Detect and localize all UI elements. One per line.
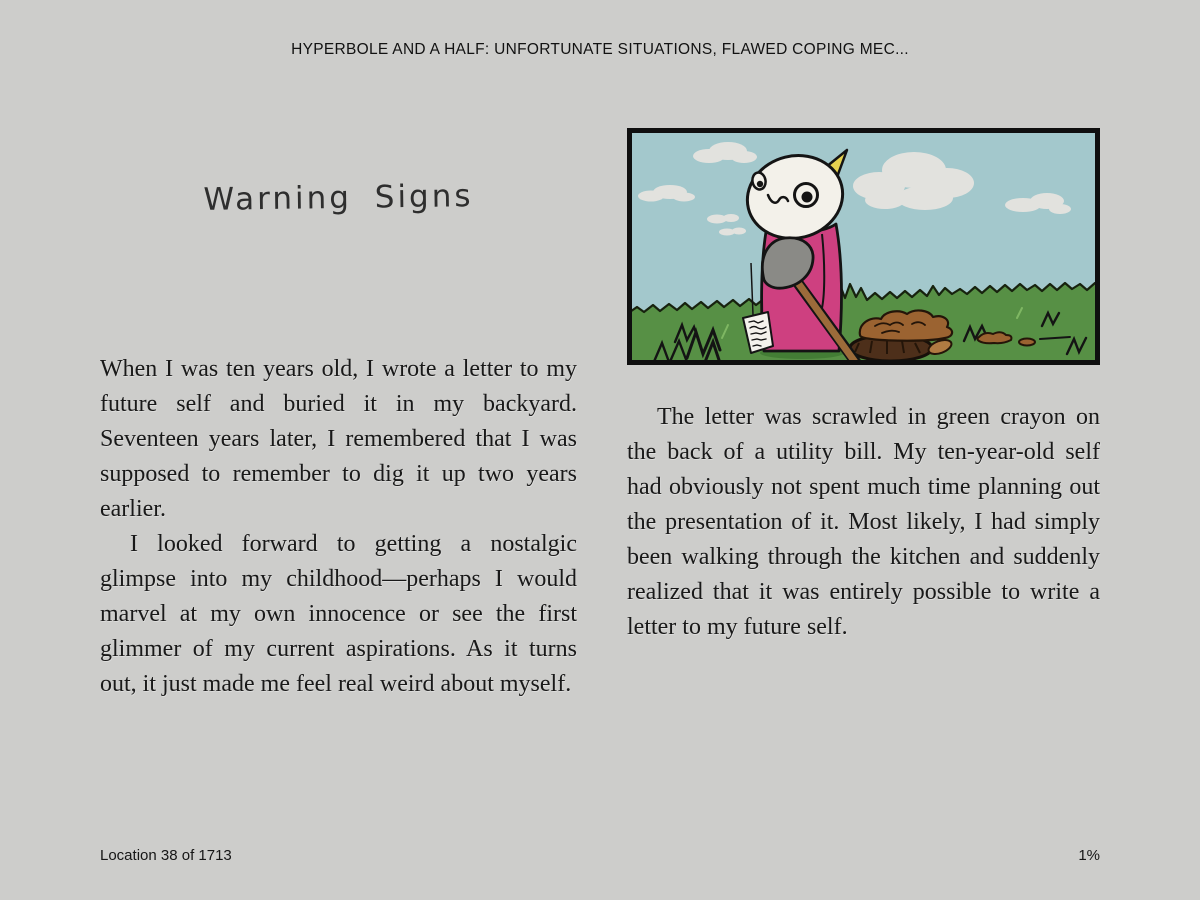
page-right-column xyxy=(627,128,1100,645)
paragraph: When I was ten years old, I wrote a letter to my future self and buried it in my backyard. Seventeen years later, I remembered that I was supposed to remember to dig it up two years earlier. xyxy=(100,356,577,522)
book-title-header: HYPERBOLE AND A HALF: UNFORTUNATE SITUATIONS, FLAWED COPING MEC... xyxy=(291,41,909,58)
illustration-character-with-shovel xyxy=(627,128,1100,365)
location-indicator: Location 38 of 1713 xyxy=(100,847,232,864)
cartoon-digging-scene-image xyxy=(627,128,1100,365)
chapter-title: Warning Signs xyxy=(203,178,474,218)
progress-percentage: 1% xyxy=(1078,847,1100,864)
paragraph: The letter was scrawled in green crayon on the back of a utility bill. My ten-year-old self had obviously not spent much time planning out the presentation of it. Most likely, I had simply been walking through the kitchen and suddenly realized that it was entirely possible to write a letter to my future self. xyxy=(627,404,1100,640)
page-left-column xyxy=(100,128,577,702)
paragraph: I looked forward to getting a nostalgic glimpse into my childhood—perhaps I would marvel at my own innocence or see the first glimmer of my current aspirations. As it turns out, it just made me feel real weird about myself. xyxy=(100,531,577,697)
